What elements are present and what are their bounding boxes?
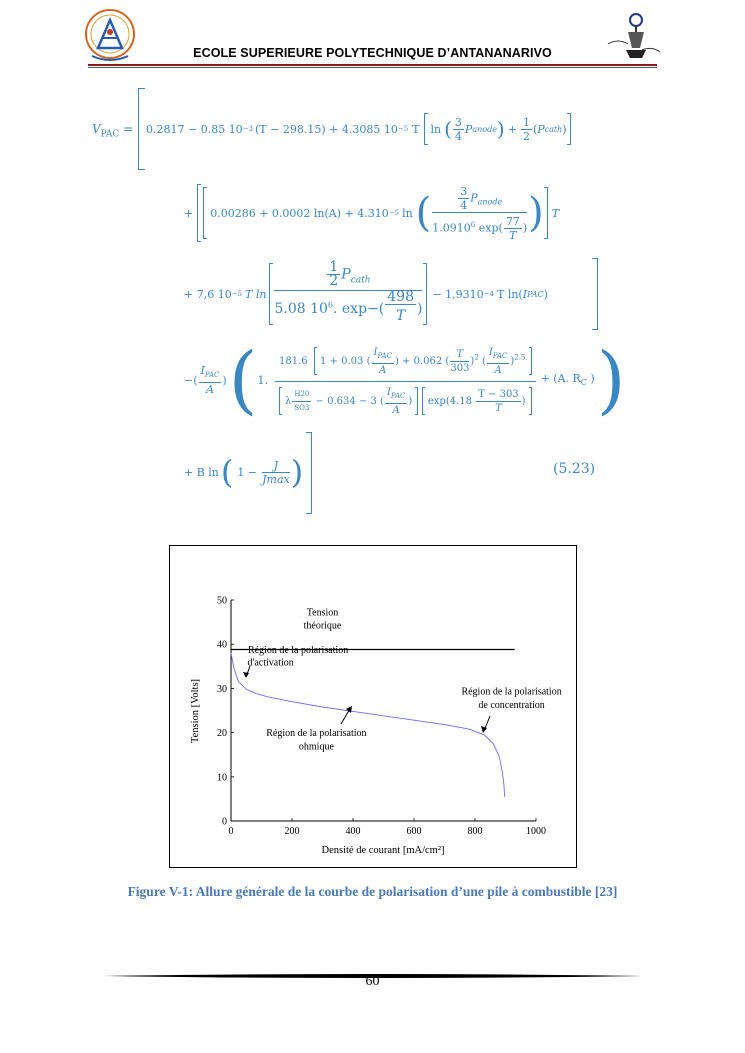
arrow-activation-head [243,672,249,678]
equation-line-1: 0.2817 − 0.85 10 −3 (T − 298.15) + 4.3085 10 −5 T ln ( $\frac{3}{4}$ P anode ) + $\frac{1}{2}$ ( P cath ) [146,112,571,146]
annotation-label: ohmique [298,741,334,753]
x-tick-label: 800 [467,826,483,837]
equation-line-4: − ( $\frac{I_{PAC}}{A}$ ) ( 1. 181.6 1 + 0.03 ( $\frac{I_{PAC}}{A}) + 0.062$ ( $\frac{T}{303}$ )$^2$ ( $\frac{I_{PAC}}{A})^{2.5}$ λ $\frac{H20}{SO3}$ − 0.634 − 3 ( $\frac{I_{PAC}}{A}$) exp(4.18 $\frac{T - 303}{T}$) + (A. $R_C$ ) ) [184,337,626,423]
annotation-label: Région de la polarisation [247,645,349,657]
x-tick-label: 400 [345,826,361,837]
equation-line-2: + 0.00286 + 0.0002 ln(A) + 4.310 −5 ln ( $\frac{3}{4}$ $P_{anode}$ 1.0910$^6$ exp( $\frac{77}{T}$) ) T [184,184,560,242]
x-tick-label: 1000 [526,826,546,837]
x-tick-label: 0 [228,826,234,837]
footer-rule [104,964,641,970]
figure-caption: Figure V-1: Allure générale de la courbe de polarisation d’une pile à combustible [23] [127,884,618,899]
equation-line-3: + 7,6 10 −5 T ln $\frac{1}{2}$ $P_{cath}$ 5.08 $10^6$. exp−( $\frac{498}{T}$) − 1,9310 −4 T ln( I PAC ) [184,259,548,324]
x-axis-label: Densité de courant [mA/cm²] [321,845,445,856]
header-rule [88,64,657,66]
y-tick-label: 30 [217,683,227,695]
equation-number: (5.23) [553,461,596,477]
chart-annotations [248,607,562,752]
equation-lhs: $V_{PAC}$ = [92,122,134,140]
series-polarization-curve [231,653,505,797]
x-tick-label: 200 [284,826,300,837]
annotation-label: de concentration [478,699,545,711]
annotation-label: théorique [303,620,342,632]
annotation-label: Région de la polarisation [461,686,562,698]
y-tick-label: 20 [217,728,227,740]
figure-frame [169,545,577,868]
header-rule-thin [88,67,657,68]
page-number: 60 [365,974,380,989]
equation-final-bracket [306,432,312,514]
y-tick-label: 50 [217,595,227,607]
y-tick-label: 0 [222,816,227,828]
annotation-label: Tension [306,607,339,619]
annotation-label: d'activation [247,657,294,669]
chart-series [231,650,515,797]
annotation-label: Région de la polarisation [266,728,367,740]
x-tick-label: 600 [406,826,422,837]
polarization-chart [170,546,576,867]
arrow-ohmic-head [346,706,352,713]
y-axis-label: Tension [Volts] [190,678,201,744]
equation-main-bracket [138,88,145,170]
equation-line-5: + B ln ( 1 − $\frac{J}{Jmax}$ ) [184,453,304,491]
chart-ticks [217,596,546,838]
y-tick-label: 10 [217,772,227,784]
header-title: ECOLE SUPERIEURE POLYTECHNIQUE D’ANTANANARIVO [193,46,552,60]
equation-line-3-bracket-right [592,258,598,330]
y-tick-label: 40 [217,639,227,651]
